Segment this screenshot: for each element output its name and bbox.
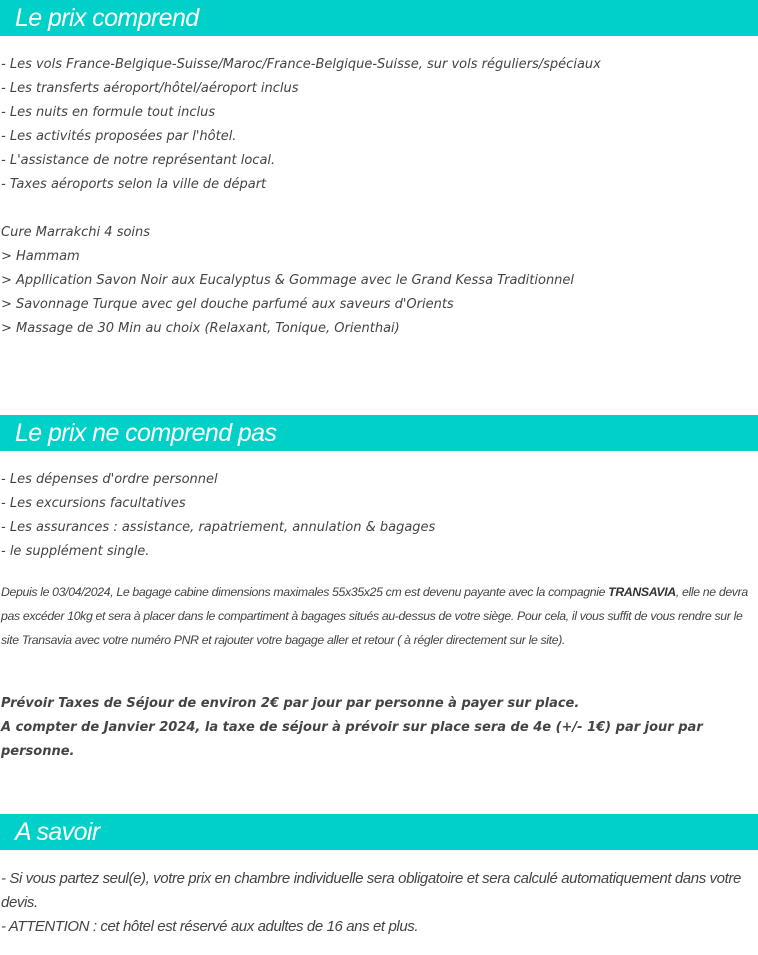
tax-note-line-2: A compter de Janvier 2024, la taxe de séjour à prévoir sur place sera de 4e (+/- 1€) par jour par personne. bbox=[1, 720, 703, 759]
section-header-good-to-know: A savoir bbox=[0, 814, 758, 850]
list-item: - Les transferts aéroport/hôtel/aéroport inclus bbox=[1, 81, 299, 96]
baggage-note-text: Depuis le 03/04/2024, Le bagage cabine dimensions maximales 55x35x25 cm est devenu payante avec la compagnie bbox=[1, 585, 609, 599]
baggage-note bbox=[1, 580, 757, 652]
list-item: - Les activités proposées par l'hôtel. bbox=[1, 129, 237, 144]
included-list bbox=[1, 53, 601, 197]
list-item: - Les excursions facultatives bbox=[1, 496, 186, 511]
section-header-included: Le prix comprend bbox=[0, 0, 758, 36]
list-item: - ATTENTION : cet hôtel est réservé aux adultes de 16 ans et plus. bbox=[1, 918, 419, 935]
list-item: > Appllication Savon Noir aux Eucalyptus & Gommage avec le Grand Kessa Traditionnel bbox=[1, 273, 575, 288]
cure-title: Cure Marrakchi 4 soins bbox=[1, 225, 151, 240]
tax-note bbox=[1, 692, 741, 764]
list-item: - Si vous partez seul(e), votre prix en chambre individuelle sera obligatoire et sera calculé automatiquement dans votre devis. bbox=[1, 870, 741, 911]
list-item: - Les assurances : assistance, rapatriement, annulation & bagages bbox=[1, 520, 436, 535]
tax-note-line-1: Prévoir Taxes de Séjour de environ 2€ par jour par personne à payer sur place. bbox=[1, 696, 580, 711]
airline-name: TRANSAVIA bbox=[608, 585, 676, 599]
list-item: - Les nuits en formule tout inclus bbox=[1, 105, 216, 120]
baggage-note-text-cont: , elle ne devra pas excéder 10kg et sera à placer dans le compartiment à bagages situés au-dessus de votre siège. Pour cela, il vous suffit de vous rendre sur le site Transavia avec votre numéro PNR et rajouter votre bagage aller et retour ( à régler directement sur le site). bbox=[1, 585, 748, 647]
list-item: - Les dépenses d'ordre personnel bbox=[1, 472, 218, 487]
list-item: - le supplément single. bbox=[1, 544, 150, 559]
list-item: - Les vols France-Belgique-Suisse/Maroc/France-Belgique-Suisse, sur vols réguliers/spéciaux bbox=[1, 57, 601, 72]
list-item: - Taxes aéroports selon la ville de départ bbox=[1, 177, 267, 192]
list-item: > Massage de 30 Min au choix (Relaxant, Tonique, Orienthai) bbox=[1, 321, 400, 336]
section-header-not-included: Le prix ne comprend pas bbox=[0, 415, 758, 451]
not-included-list bbox=[1, 468, 435, 564]
good-to-know-list bbox=[1, 867, 757, 939]
list-item: > Savonnage Turque avec gel douche parfumé aux saveurs d'Orients bbox=[1, 297, 454, 312]
cure-list bbox=[1, 221, 574, 341]
list-item: > Hammam bbox=[1, 249, 80, 264]
list-item: - L'assistance de notre représentant local. bbox=[1, 153, 276, 168]
